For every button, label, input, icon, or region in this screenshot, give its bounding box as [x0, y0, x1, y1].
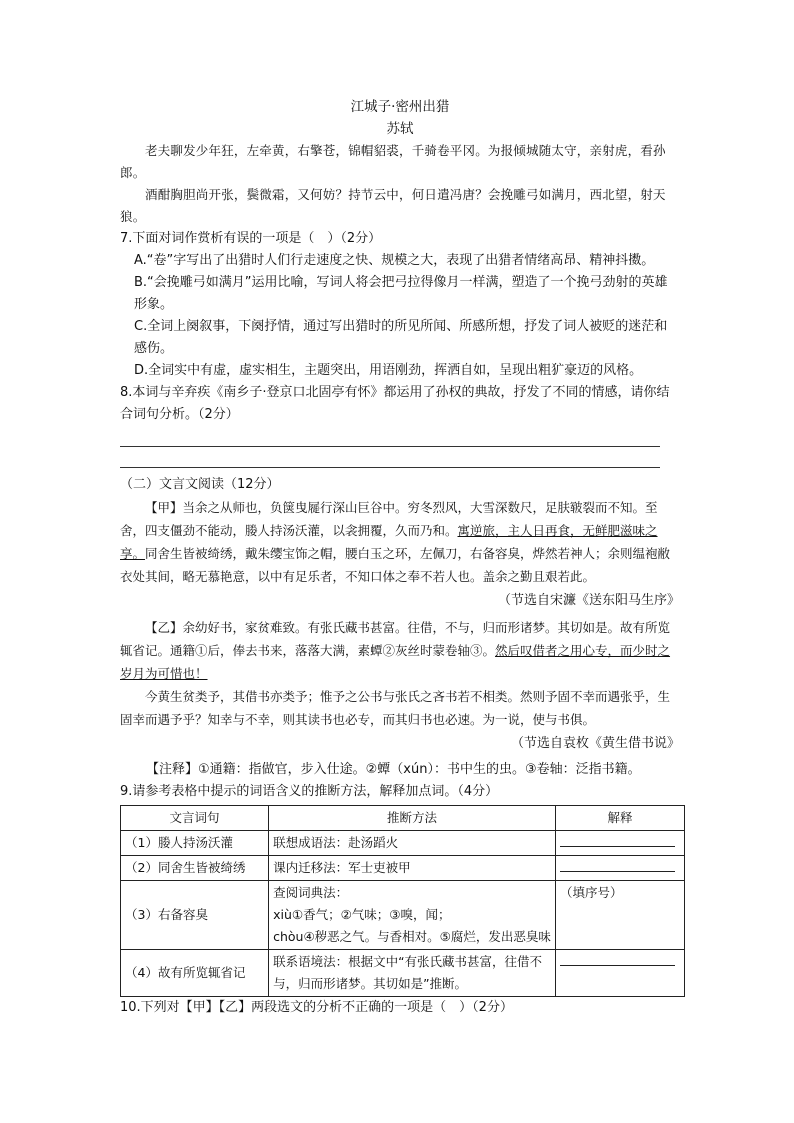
table-cell-method: 联想成语法：赴汤蹈火 — [269, 831, 556, 856]
answer-blank[interactable] — [560, 951, 675, 966]
method-line: 查阅词典法： — [273, 885, 349, 900]
passage-yi-source: （节选自袁枚《黄生借书说》 — [510, 736, 680, 751]
table-header: 文言词句 — [121, 806, 269, 831]
answer-cell[interactable] — [556, 881, 685, 950]
question-9-stem: 9.请参考表格中提示的词语含义的推断方法，解释加点词。（4分） — [120, 784, 499, 799]
table-row — [121, 881, 685, 950]
answer-blank[interactable] — [560, 832, 675, 847]
answer-cell[interactable] — [556, 831, 685, 856]
table-cell-phrase: （3）右备容臭 — [121, 881, 269, 950]
annotation-note: 【注释】①通籍：指做官，步入仕途。②蟫（xún）：书中生的虫。③卷轴：泛指书籍。 — [146, 762, 641, 777]
table-cell-phrase: （4）故有所览辄省记 — [121, 950, 269, 997]
fill-hint: （填序号） — [560, 885, 623, 900]
table-cell-phrase: （1）媵人持汤沃灌 — [121, 831, 269, 856]
passage-yi — [120, 616, 680, 685]
table-row — [121, 831, 685, 856]
table-row — [121, 950, 685, 997]
inference-table — [120, 805, 685, 997]
question-7-option-c: C.全词上阕叙事，下阕抒情，通过写出猎时的所见所闻、所感所想，抒发了词人被贬的迷茫和感伤。 — [134, 319, 668, 356]
section-heading: （二）文言文阅读（12分） — [120, 477, 280, 492]
answer-cell[interactable] — [556, 950, 685, 997]
underlined-sentence: 然后叹借者之用心专，而少时之岁月为可惜也！ — [120, 643, 671, 681]
passage-jia — [120, 496, 680, 588]
question-8-stem: 8.本词与辛弃疾《南乡子·登京口北固亭有怀》都运用了孙权的典故，抒发了不同的情感，请你结合词句分析。（2分） — [120, 385, 670, 422]
poem-author: 苏轼 — [386, 121, 414, 137]
exam-page — [120, 96, 680, 1019]
question-7-option-b: B.“会挽雕弓如满月”运用比喻，写词人将会把弓拉得像月一样满，塑造了一个挽弓劲射的英雄形象。 — [134, 275, 668, 312]
table-cell-phrase: （2）同舍生皆被绮绣 — [121, 856, 269, 881]
table-header: 解释 — [556, 806, 685, 831]
answer-cell[interactable] — [556, 856, 685, 881]
method-line: xiù①香气；②气味；③嗅，闻； — [273, 907, 451, 922]
poem-upper-stanza: 老夫聊发少年狂，左牵黄，右擎苍，锦帽貂裘，千骑卷平冈。为报倾城随太守，亲射虎，看孙郎。 — [120, 143, 666, 180]
passage-jia-text: 同舍生皆被绮绣，戴朱缨宝饰之帽，腰白玉之环，左佩刀，右备容臭，烨然若神人；余则缊袍敝衣处其间，略无慕艳意，以中有足乐者，不知口体之奉不若人也。盖余之勤且艰若此。 — [120, 546, 671, 584]
passage-yi-continued: 今黄生贫类予，其借书亦类予；惟予之公书与张氏之吝书若不相类。然则予固不幸而遇张乎，生固幸而遇予乎？知幸与不幸，则其读书也必专，而其归书也必速。为一说，使与书俱。 — [120, 689, 671, 727]
poem-lower-stanza: 酒酣胸胆尚开张，鬓微霜，又何妨？持节云中，何日遣冯唐？会挽雕弓如满月，西北望，射天狼。 — [120, 187, 666, 224]
question-7-option-a: A.“卷”字写出了出猎时人们行走速度之快、规模之大，表现了出猎者情绪高昂、精神抖擞。 — [134, 253, 655, 268]
question-7-option-d: D.全词实中有虚，虚实相生，主题突出，用语刚劲，挥洒自如，呈现出粗犷豪迈的风格。 — [134, 363, 643, 378]
question-7-stem: 7.下面对词作赏析有误的一项是（ ）（2分） — [120, 231, 382, 246]
question-10-stem: 10.下列对【甲】【乙】两段选文的分析不正确的一项是（ ）（2分） — [120, 1000, 513, 1015]
table-header: 推断方法 — [269, 806, 556, 831]
poem-title: 江城子·密州出猎 — [350, 99, 450, 115]
table-row — [121, 856, 685, 881]
method-line: chòu④秽恶之气。与香相对。⑤腐烂，发出恶臭味 — [273, 929, 551, 944]
table-header-row — [121, 806, 685, 831]
answer-line[interactable] — [120, 447, 660, 468]
passage-jia-source: （节选自宋濂《送东阳马生序》 — [497, 593, 680, 608]
answer-line[interactable] — [120, 426, 660, 447]
answer-blank[interactable] — [560, 857, 675, 872]
passage-yi-text: 【乙】余幼好书，家贫难致。有张氏藏书甚富。往借，不与，归而形诸梦。其切如是。故有所览辄省记。通籍①后，俸去书来，落落大满，素蟫②灰丝时蒙卷轴③。 — [120, 620, 671, 658]
underlined-sentence: 寓逆旅，主人日再食，无鲜肥滋味之享。 — [120, 523, 658, 561]
table-cell-method — [269, 881, 556, 950]
table-cell-method: 课内迁移法：军士吏被甲 — [269, 856, 556, 881]
passage-jia-text: 【甲】当余之从师也，负箧曳屣行深山巨谷中。穷冬烈风，大雪深数尺，足肤皲裂而不知。至舍，四支僵劲不能动，媵人持汤沃灌，以衾拥覆，久而乃和。 — [120, 500, 658, 538]
table-cell-method: 联系语境法：根据文中“有张氏藏书甚富，往借不与，归而形诸梦。其切如是”推断。 — [269, 950, 556, 997]
